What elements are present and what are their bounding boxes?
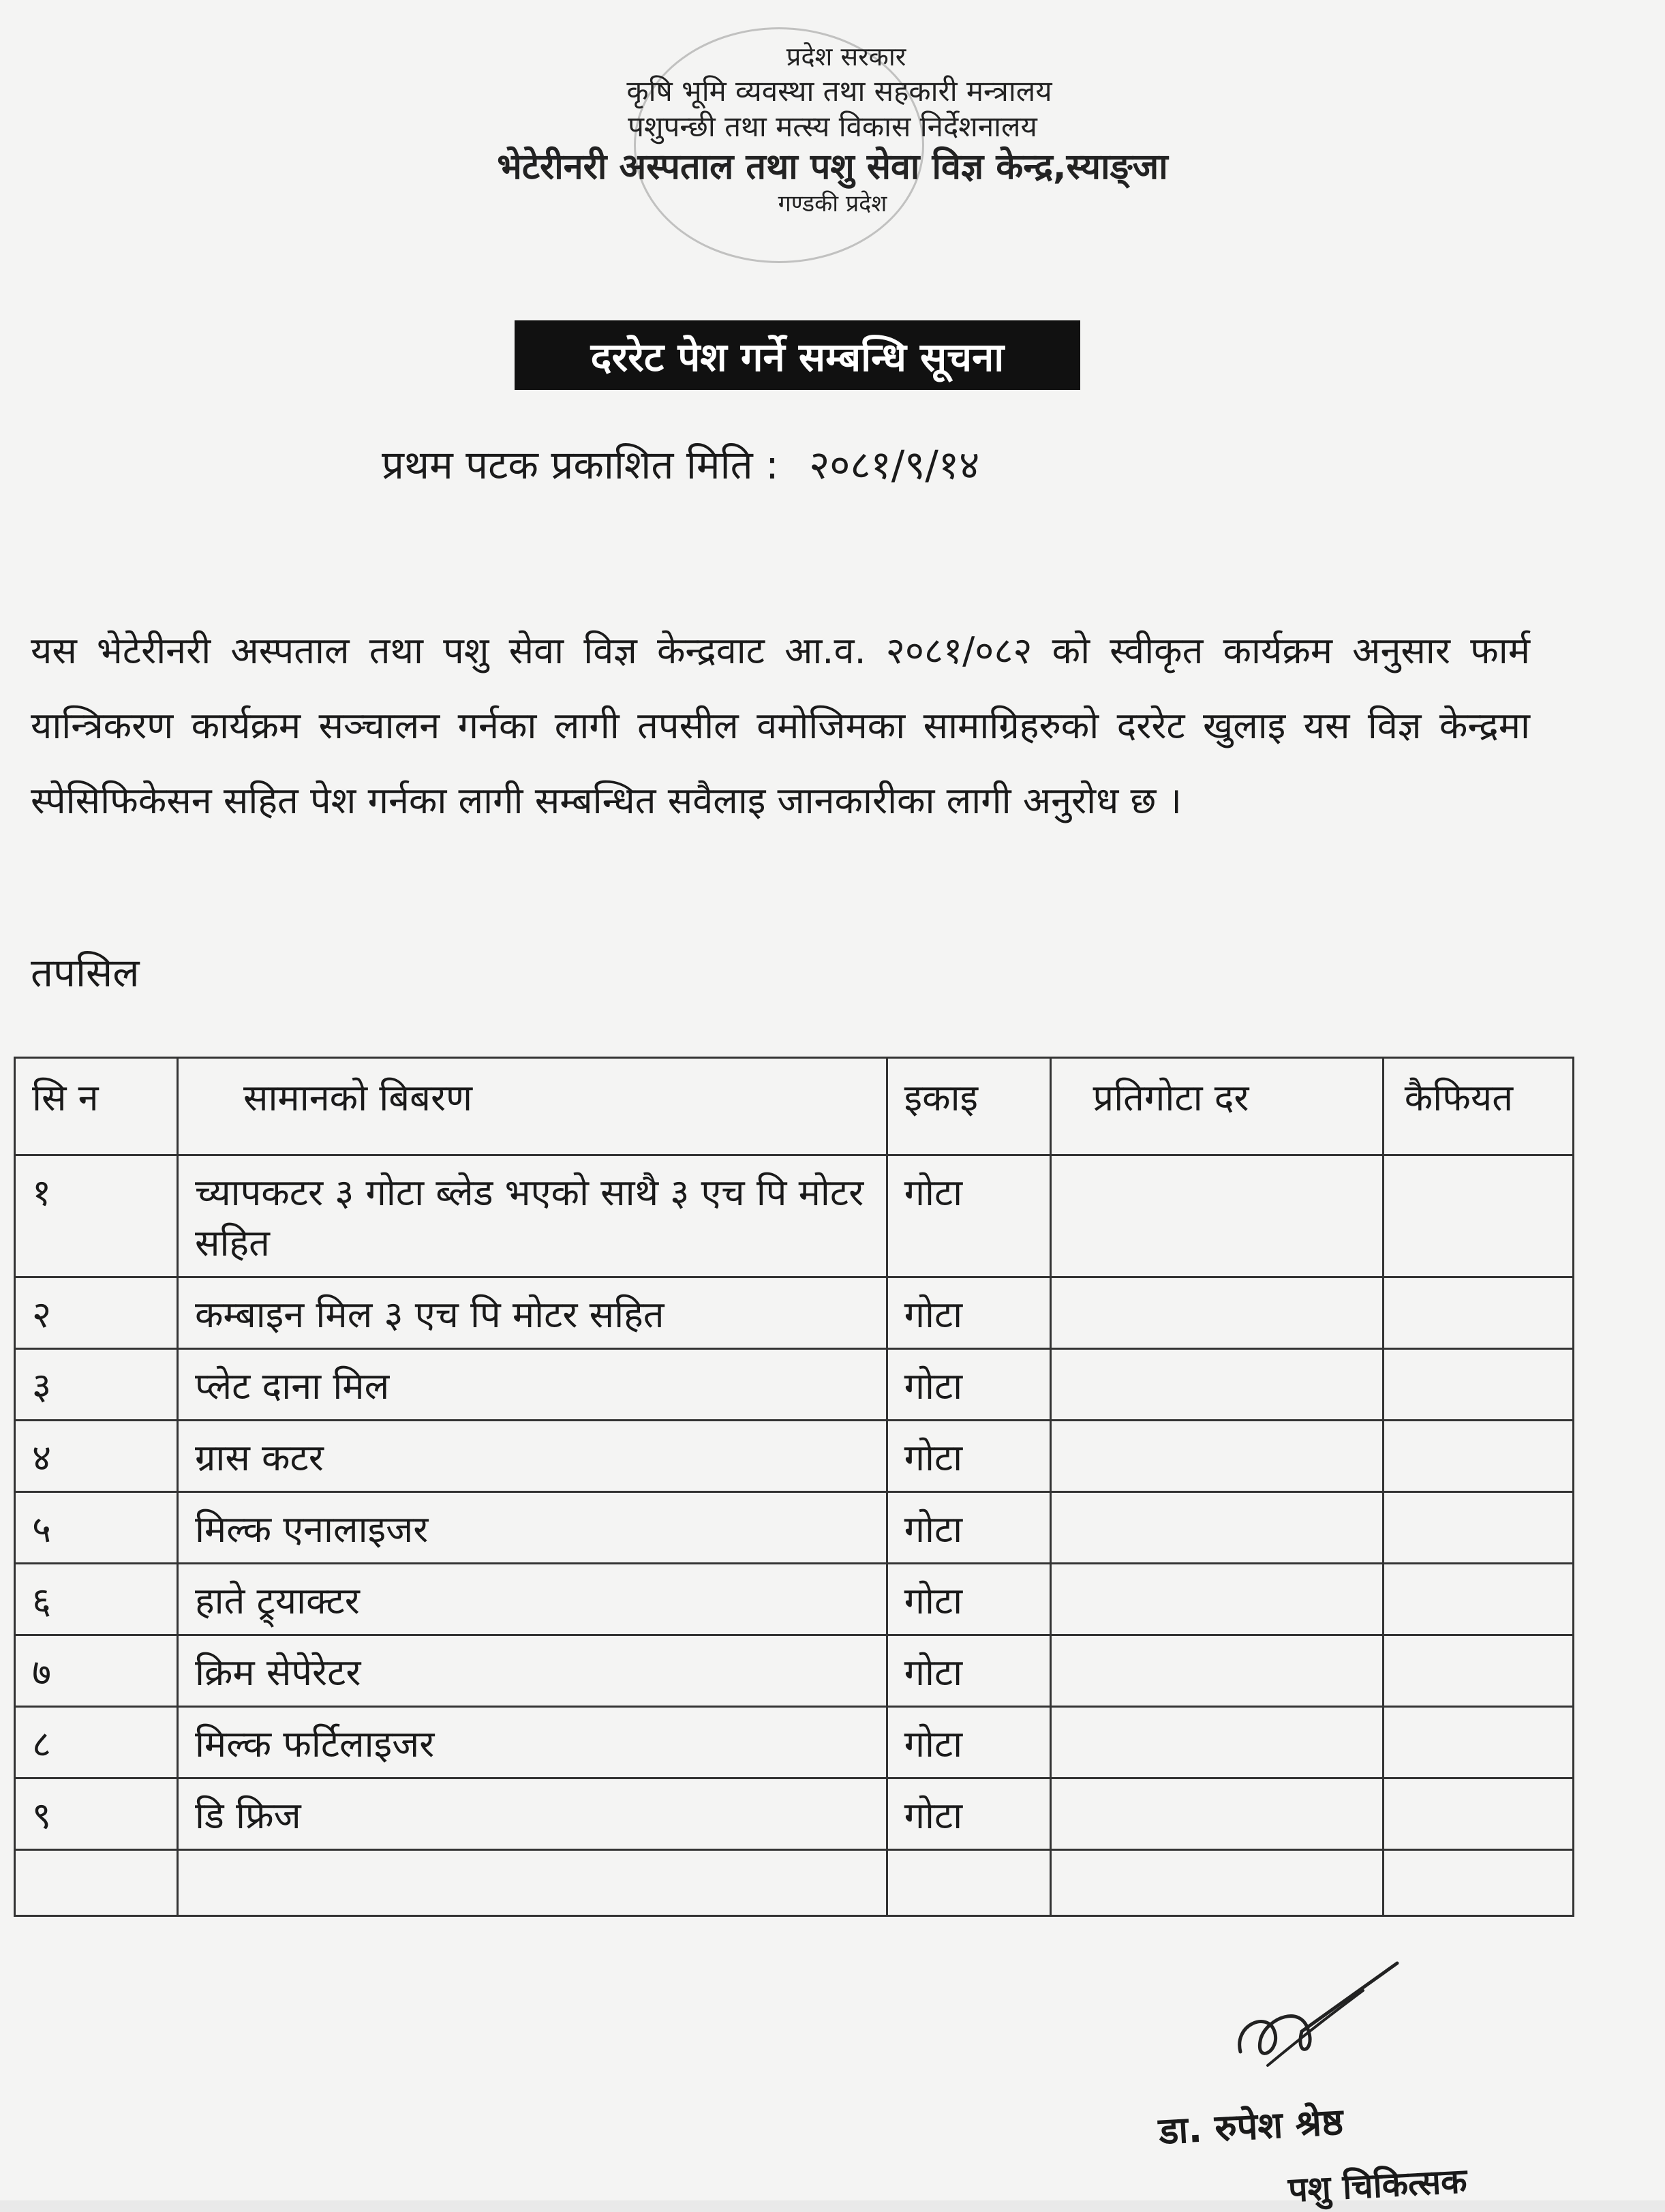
cell-serial-number: १ [15,1155,178,1277]
cell-remark [1383,1492,1573,1564]
table-row [15,1707,1574,1778]
table-row [15,1778,1574,1850]
handwritten-signature [1227,1950,1418,2086]
cell-unit: गोटा [887,1635,1051,1707]
signatory-name: डा. रुपेश श्रेष्ठ [1157,2100,1345,2153]
cell-unit: गोटा [887,1421,1051,1492]
table-row [15,1421,1574,1492]
table-row [15,1564,1574,1635]
letterhead-line-2: कृषि भूमि व्यवस्था तथा सहकारी मन्त्रालय [626,74,1052,108]
header-serial-number: सि न [15,1058,178,1155]
letterhead [0,41,1665,218]
table-row [15,1277,1574,1349]
table-row [15,1155,1574,1277]
letterhead-line-5: गण्डकी प्रदेश [778,190,887,217]
cell-unit: गोटा [887,1707,1051,1778]
table-row [15,1492,1574,1564]
letterhead-line-1: प्रदेश सरकार [786,42,906,72]
cell-item-description: डि फ्रिज [177,1778,887,1850]
cell-item-description: च्यापकटर ३ गोटा ब्लेड भएको साथै ३ एच पि मोटर सहित [177,1155,887,1277]
cell-item-description: कम्बाइन मिल ३ एच पि मोटर सहित [177,1277,887,1349]
cell-rate [1051,1635,1383,1707]
cell-serial-number: ८ [15,1707,178,1778]
signatory-title: पशु चिकित्सक [1287,2161,1468,2210]
cell-rate [1051,1277,1383,1349]
cell-remark [1383,1778,1573,1850]
cell-serial-number: ९ [15,1778,178,1850]
cell-item-description: मिल्क एनालाइजर [177,1492,887,1564]
cell-unit: गोटा [887,1778,1051,1850]
letterhead-line-3: पशुपन्छी तथा मत्स्य विकास निर्देशनालय [628,110,1037,143]
cell-serial-number: २ [15,1277,178,1349]
cell-rate [1051,1850,1383,1916]
cell-remark [1383,1564,1573,1635]
table-header-row [15,1058,1574,1155]
cell-item-description: क्रिम सेपेरेटर [177,1635,887,1707]
table-row [15,1349,1574,1421]
cell-rate [1051,1778,1383,1850]
cell-unit: गोटा [887,1492,1051,1564]
cell-remark [1383,1349,1573,1421]
header-remarks: कैफियत [1383,1058,1573,1155]
cell-unit: गोटा [887,1349,1051,1421]
header-item-description: सामानको बिबरण [177,1058,887,1155]
cell-remark [1383,1707,1573,1778]
notice-body: यस भेटेरीनरी अस्पताल तथा पशु सेवा विज्ञ केन्द्रवाट आ.व. २०८१/०८२ को स्वीकृत कार्यक्रम अनुसार फार्म यान्त्रिकरण कार्यक्रम सञ्चालन गर्नका लागी तपसील वमोजिमका सामाग्रिहरुको दररेट खुलाइ यस विज्ञ केन्द्रमा स्पेसिफिकेसन सहित पेश गर्नका लागी सम्बन्धित सवैलाइ जानकारीका लागी अनुरोध छ । [31,629,1530,822]
cell-rate [1051,1492,1383,1564]
cell-rate [1051,1421,1383,1492]
notice-title: दररेट पेश गर्ने सम्बन्धि सूचना [515,320,1080,390]
items-table [14,1057,1574,1917]
cell-serial-number: ४ [15,1421,178,1492]
publication-date-value: २०८१/९/१४ [809,442,980,488]
cell-remark [1383,1850,1573,1916]
cell-item-description: हाते ट्र्याक्टर [177,1564,887,1635]
cell-rate [1051,1564,1383,1635]
publication-date-label: प्रथम पटक प्रकाशित मिति : [382,442,779,488]
cell-unit: गोटा [887,1564,1051,1635]
cell-item-description: प्लेट दाना मिल [177,1349,887,1421]
cell-unit: गोटा [887,1277,1051,1349]
table-row-empty [15,1850,1574,1916]
cell-rate [1051,1349,1383,1421]
cell-remark [1383,1421,1573,1492]
cell-unit [887,1850,1051,1916]
cell-item-description: मिल्क फर्टिलाइजर [177,1707,887,1778]
cell-remark [1383,1277,1573,1349]
cell-remark [1383,1155,1573,1277]
cell-serial-number: ३ [15,1349,178,1421]
cell-remark [1383,1635,1573,1707]
cell-rate [1051,1155,1383,1277]
header-unit: इकाइ [887,1058,1051,1155]
cell-unit: गोटा [887,1155,1051,1277]
letterhead-line-4: भेटेरीनरी अस्पताल तथा पशु सेवा विज्ञ केन्द्र,स्याङ्जा [497,146,1168,187]
cell-serial-number: ७ [15,1635,178,1707]
cell-serial-number [15,1850,178,1916]
cell-rate [1051,1707,1383,1778]
cell-serial-number: ६ [15,1564,178,1635]
cell-serial-number: ५ [15,1492,178,1564]
publication-date-line [382,436,1336,490]
table-row [15,1635,1574,1707]
header-rate-per-unit: प्रतिगोटा दर [1051,1058,1383,1155]
cell-item-description [177,1850,887,1916]
cell-item-description: ग्रास कटर [177,1421,887,1492]
schedule-label: तपसिल [31,950,140,996]
